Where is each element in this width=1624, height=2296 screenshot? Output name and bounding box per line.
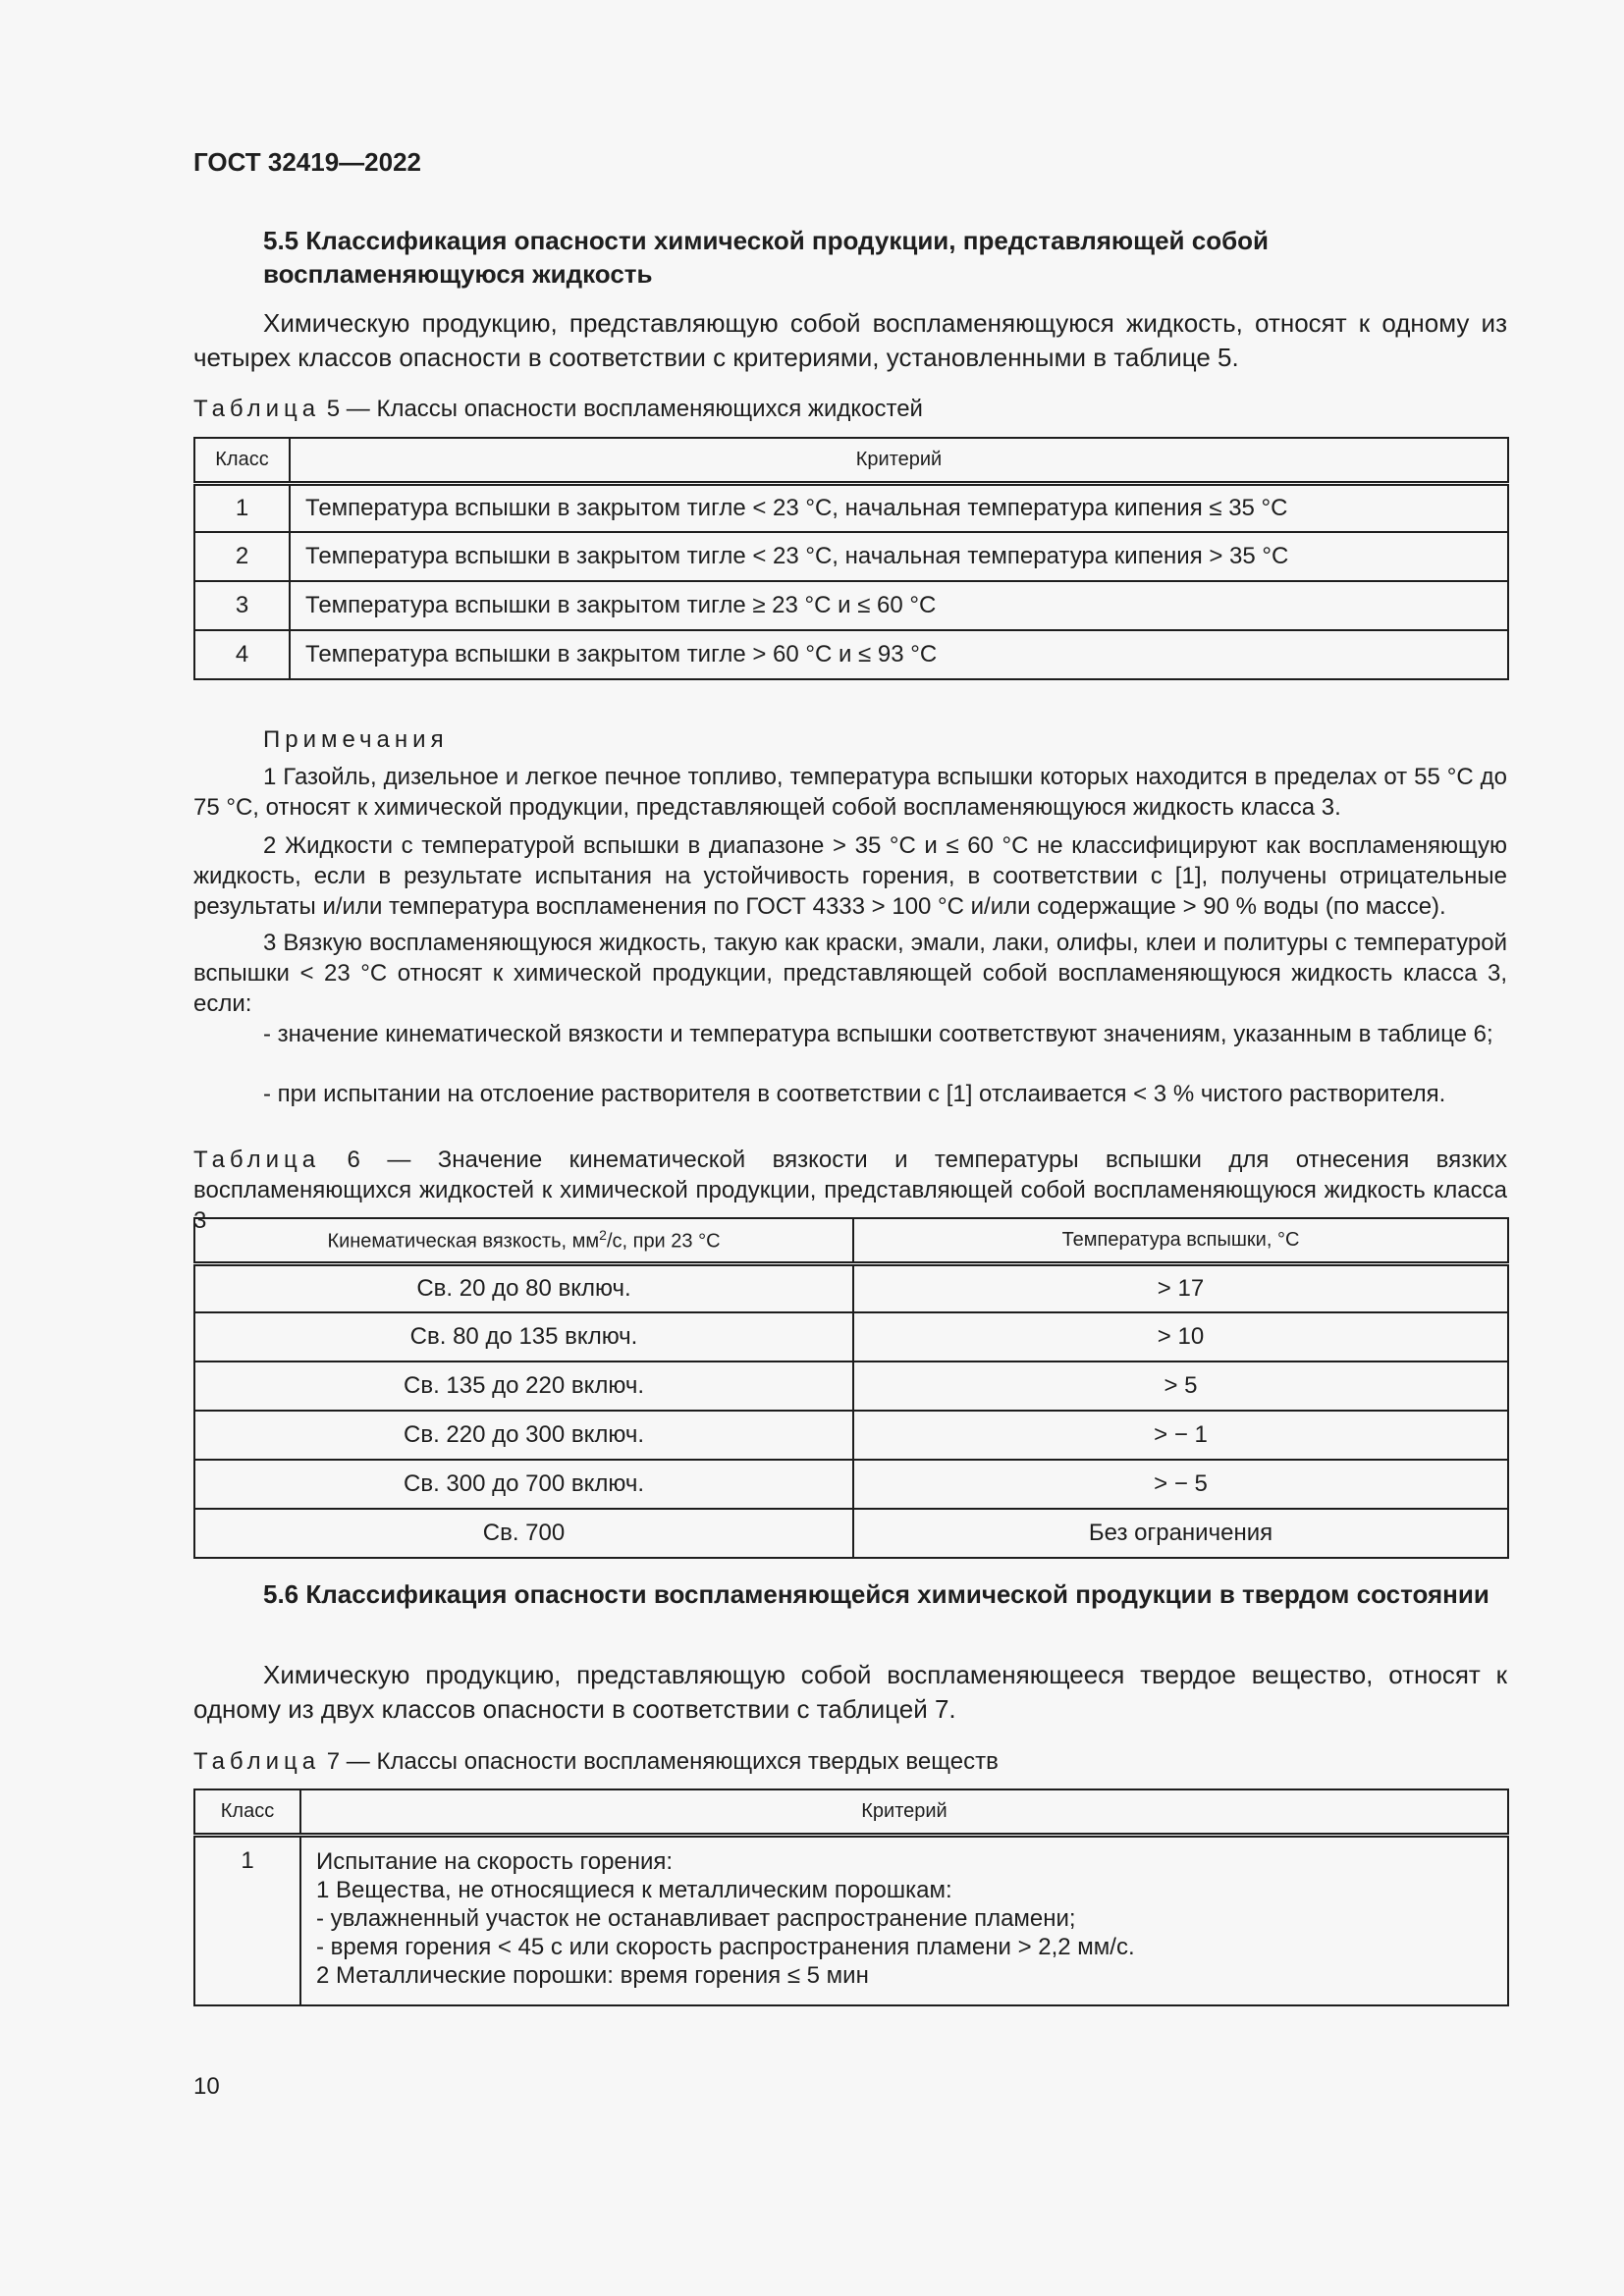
table-5-caption <box>193 394 1507 424</box>
table-row <box>194 532 1508 581</box>
table-row <box>194 1509 1508 1558</box>
table-5-cell-class: 4 <box>194 630 290 679</box>
notes-title <box>263 724 1245 755</box>
table-5-cell-class: 1 <box>194 483 290 532</box>
note-2-text: 2 Жидкости с температурой вспышки в диапазоне > 35 °С и ≤ 60 °С не классифицируют как воспламеняющую жидкость, если в результате испытания на устойчивость горения, в соответствии с [1], получены отрицательные результаты и/или температура воспламенения по ГОСТ 4333 > 100 °С и/или содержащие > 90 % воды (по массе). <box>193 832 1507 920</box>
table-5-cell-criterion: Температура вспышки в закрытом тигле < 23 °С, начальная температура кипения > 35 °С <box>290 532 1508 581</box>
table-6-cell-flashpoint: > − 1 <box>853 1411 1508 1460</box>
table-6-cell-viscosity: Св. 20 до 80 включ. <box>194 1263 853 1312</box>
note-3 <box>193 928 1507 1019</box>
table-row <box>194 1312 1508 1362</box>
table-6-cell-flashpoint: > 10 <box>853 1312 1508 1362</box>
table-5-header-class: Класс <box>194 438 290 483</box>
table-6-header-viscosity-unit: /с, при 23 °С <box>606 1230 721 1253</box>
table-row <box>194 483 1508 532</box>
table-5-cell-criterion: Температура вспышки в закрытом тигле > 60 °С и ≤ 93 °С <box>290 630 1508 679</box>
table-5-cell-class: 2 <box>194 532 290 581</box>
table-7-label: Таблица <box>193 1748 321 1775</box>
table-7-criterion-line: Испытание на скорость горения: <box>316 1847 674 1875</box>
section-5-5-text-content: Химическую продукцию, представляющую собой воспламеняющуюся жидкость, относят к одному из четырех классов опасности в соответствии с критериями, установленными в таблице 5. <box>193 308 1507 372</box>
table-row <box>194 1362 1508 1411</box>
table-row <box>194 1460 1508 1509</box>
table-7-caption-text: 7 — Классы опасности воспламеняющихся твердых веществ <box>326 1748 999 1775</box>
table-6-cell-viscosity: Св. 300 до 700 включ. <box>194 1460 853 1509</box>
note-2 <box>193 830 1507 922</box>
table-row <box>194 581 1508 630</box>
note-3-bullet-1-text: - значение кинематической вязкости и температура вспышки соответствуют значениям, указанным в таблице 6; <box>263 1021 1493 1047</box>
table-7-criterion-line: 2 Металлические порошки: время горения ≤ 5 мин <box>316 1961 869 1989</box>
table-7-cell-criterion <box>300 1835 1508 2005</box>
table-6-header-flashpoint: Температура вспышки, °С <box>853 1218 1508 1263</box>
note-3-text: 3 Вязкую воспламеняющуюся жидкость, такую как краски, эмали, лаки, олифы, клеи и политуры с температурой вспышки < 23 °С относят к химической продукции, представляющей собой воспламеняющуюся жидкость класса 3, если: <box>193 930 1507 1017</box>
section-5-6-text <box>193 1658 1507 1727</box>
table-6-cell-viscosity: Св. 135 до 220 включ. <box>194 1362 853 1411</box>
table-6-header-viscosity-text: Кинематическая вязкость, мм <box>327 1230 600 1253</box>
section-5-6-title: 5.6 Классификация опасности воспламеняющейся химической продукции в твердом состоянии <box>263 1579 1489 1609</box>
section-5-5-title: 5.5 Классификация опасности химической продукции, представляющей собой воспламеняющуюся жидкость <box>263 226 1270 289</box>
table-6-header-viscosity-sup: 2 <box>599 1226 607 1243</box>
table-row <box>194 1835 1508 2005</box>
table-6-cell-viscosity: Св. 80 до 135 включ. <box>194 1312 853 1362</box>
table-5 <box>193 437 1509 680</box>
document-header: ГОСТ 32419—2022 <box>193 147 421 177</box>
table-6-label: Таблица <box>193 1147 321 1173</box>
note-1 <box>193 762 1507 823</box>
notes-title-text: Примечания <box>263 726 449 753</box>
table-7 <box>193 1789 1509 2006</box>
section-5-5-text <box>193 306 1507 375</box>
table-row <box>194 1411 1508 1460</box>
table-5-cell-class: 3 <box>194 581 290 630</box>
table-6-cell-viscosity: Св. 220 до 300 включ. <box>194 1411 853 1460</box>
table-5-label: Таблица <box>193 396 321 422</box>
table-5-header-criterion: Критерий <box>290 438 1508 483</box>
section-5-6-text-content: Химическую продукцию, представляющую собой воспламеняющееся твердое вещество, относят к одному из двух классов опасности в соответствии с таблицей 7. <box>193 1660 1507 1724</box>
table-7-caption <box>193 1746 1507 1777</box>
table-7-criterion-line: - увлажненный участок не останавливает распространение пламени; <box>316 1904 1076 1932</box>
table-7-header-criterion: Критерий <box>300 1789 1508 1835</box>
table-7-header-class: Класс <box>194 1789 300 1835</box>
table-6-caption-text: 6 — Значение кинематической вязкости и температуры вспышки для отнесения вязких воспламеняющихся жидкостей к химической продукции, представляющей собой воспламеняющуюся жидкость класса 3 <box>193 1147 1508 1234</box>
table-7-criterion-line: 1 Вещества, не относящиеся к металлическим порошкам: <box>316 1876 952 1903</box>
table-row <box>194 630 1508 679</box>
table-5-caption-text: 5 — Классы опасности воспламеняющихся жидкостей <box>326 396 923 422</box>
table-7-cell-class: 1 <box>194 1835 300 2005</box>
table-6-cell-flashpoint: > 5 <box>853 1362 1508 1411</box>
table-5-cell-criterion: Температура вспышки в закрытом тигле < 23 °С, начальная температура кипения ≤ 35 °С <box>290 483 1508 532</box>
table-6-cell-flashpoint: > − 5 <box>853 1460 1508 1509</box>
table-6-header-viscosity <box>194 1218 853 1263</box>
table-6-cell-flashpoint: > 17 <box>853 1263 1508 1312</box>
table-5-cell-criterion: Температура вспышки в закрытом тигле ≥ 23 °С и ≤ 60 °С <box>290 581 1508 630</box>
page-number: 10 <box>193 2073 220 2100</box>
note-3-bullet-1 <box>193 1019 1507 1049</box>
table-row <box>194 1263 1508 1312</box>
note-3-bullet-2-text: - при испытании на отслоение растворителя в соответствии с [1] отслаивается < 3 % чистого растворителя. <box>263 1081 1446 1107</box>
table-6 <box>193 1217 1509 1559</box>
table-6-cell-flashpoint: Без ограничения <box>853 1509 1508 1558</box>
note-1-text: 1 Газойль, дизельное и легкое печное топливо, температура вспышки которых находится в пределах от 55 °С до 75 °С, относят к химической продукции, представляющей собой воспламеняющуюся жидкость класса 3. <box>193 764 1507 821</box>
table-7-criterion-line: - время горения < 45 с или скорость распространения пламени > 2,2 мм/с. <box>316 1933 1135 1960</box>
note-3-bullet-2 <box>193 1079 1507 1109</box>
table-6-cell-viscosity: Св. 700 <box>194 1509 853 1558</box>
